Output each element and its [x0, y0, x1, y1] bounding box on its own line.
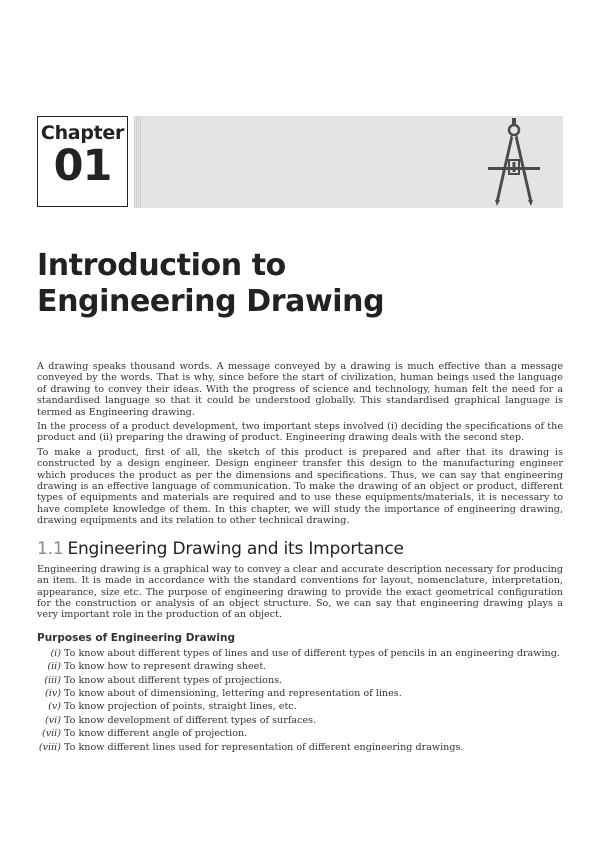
list-item-text: To know about different types of lines and use of different types of pencils in an engineering drawing.: [64, 647, 560, 659]
list-item-text: To know about of dimensioning, lettering and representation of lines.: [64, 687, 402, 699]
list-item-number: (v): [48, 701, 61, 713]
list-item-text: To know different lines used for representation of different engineering drawings.: [64, 741, 464, 753]
list-item-text: To know development of different types of surfaces.: [64, 714, 317, 726]
list-item: [37, 674, 563, 687]
compass-icon: [488, 118, 540, 206]
list-item-number: (vii): [41, 728, 61, 740]
title-line-2: Engineering Drawing: [37, 284, 385, 319]
intro-paragraph-1: A drawing speaks thousand words. A message conveyed by a drawing is much effective than a message conveyed by the words. That is why, since before the start of civilization, human beings used the language of drawing to convey their ideas. With the progress of science and technology, human felt the need for a standardised language so that it could be understood globally. This standardised graphical language is termed as Engineering drawing.: [37, 361, 563, 418]
list-item: [37, 660, 563, 673]
list-item-text: To know how to represent drawing sheet.: [64, 661, 267, 673]
page-title: [37, 248, 557, 320]
chapter-number: 01: [53, 141, 112, 191]
title-line-1: Introduction to: [37, 248, 286, 283]
list-item-text: To know about different types of projections.: [64, 674, 283, 686]
purposes-list: [37, 647, 563, 754]
intro-paragraph-3: To make a product, first of all, the sketch of this product is prepared and after that its drawing is constructed by a design engineer. Design engineer transfer this design to the manufacturing engineer which produces the product as per the dimensions and specifications. Thus, we can say that engineering drawing is an effective language of communication. To make the drawing of an object or product, different types of equipments and materials are required and to use these equipments/materials, it is necessary to have complete knowledge of them. In this chapter, we will study the importance of engineering drawing, drawing equipments and its relation to other technical drawing.: [37, 446, 563, 527]
list-item-number: (iv): [45, 687, 61, 699]
list-item-number: (iii): [44, 674, 61, 686]
list-item-number: (vi): [45, 714, 61, 726]
banner-stripe: [134, 116, 142, 208]
purposes-heading: Purposes of Engineering Drawing: [37, 631, 235, 644]
list-item: [37, 647, 563, 660]
list-item-number: (ii): [47, 661, 61, 673]
list-item-text: To know different angle of projection.: [64, 728, 248, 740]
list-item-number: (viii): [38, 741, 61, 753]
section-paragraph: Engineering drawing is a graphical way to convey a clear and accurate description necessary for producing an item. It is made in accordance with the standard conventions for layout, nomenclature, interpretation, appearance, size etc. The purpose of engineering drawing to provide the exact geometrical configuration for the construction or analysis of an object structure. So, we can say that engineering drawing plays a very important role in the production of an object.: [37, 563, 563, 621]
main-content: [37, 361, 563, 754]
list-item: [37, 700, 563, 713]
list-item-text: To know projection of points, straight lines, etc.: [64, 701, 297, 713]
list-item: [37, 741, 563, 754]
list-item: [37, 687, 563, 700]
chapter-label: Chapter: [40, 122, 125, 144]
section-heading: [37, 539, 563, 559]
list-item-number: (i): [50, 647, 61, 659]
section-number: 1.1: [37, 538, 64, 559]
list-item: [37, 714, 563, 727]
chapter-box: [37, 116, 128, 207]
intro-paragraph-2: In the process of a product development, two important steps involved (i) deciding the specifications of the product and (ii) preparing the drawing of product. Engineering drawing deals with the second step.: [37, 421, 563, 444]
list-item: [37, 727, 563, 740]
section-title: Engineering Drawing and its Importance: [67, 538, 404, 559]
